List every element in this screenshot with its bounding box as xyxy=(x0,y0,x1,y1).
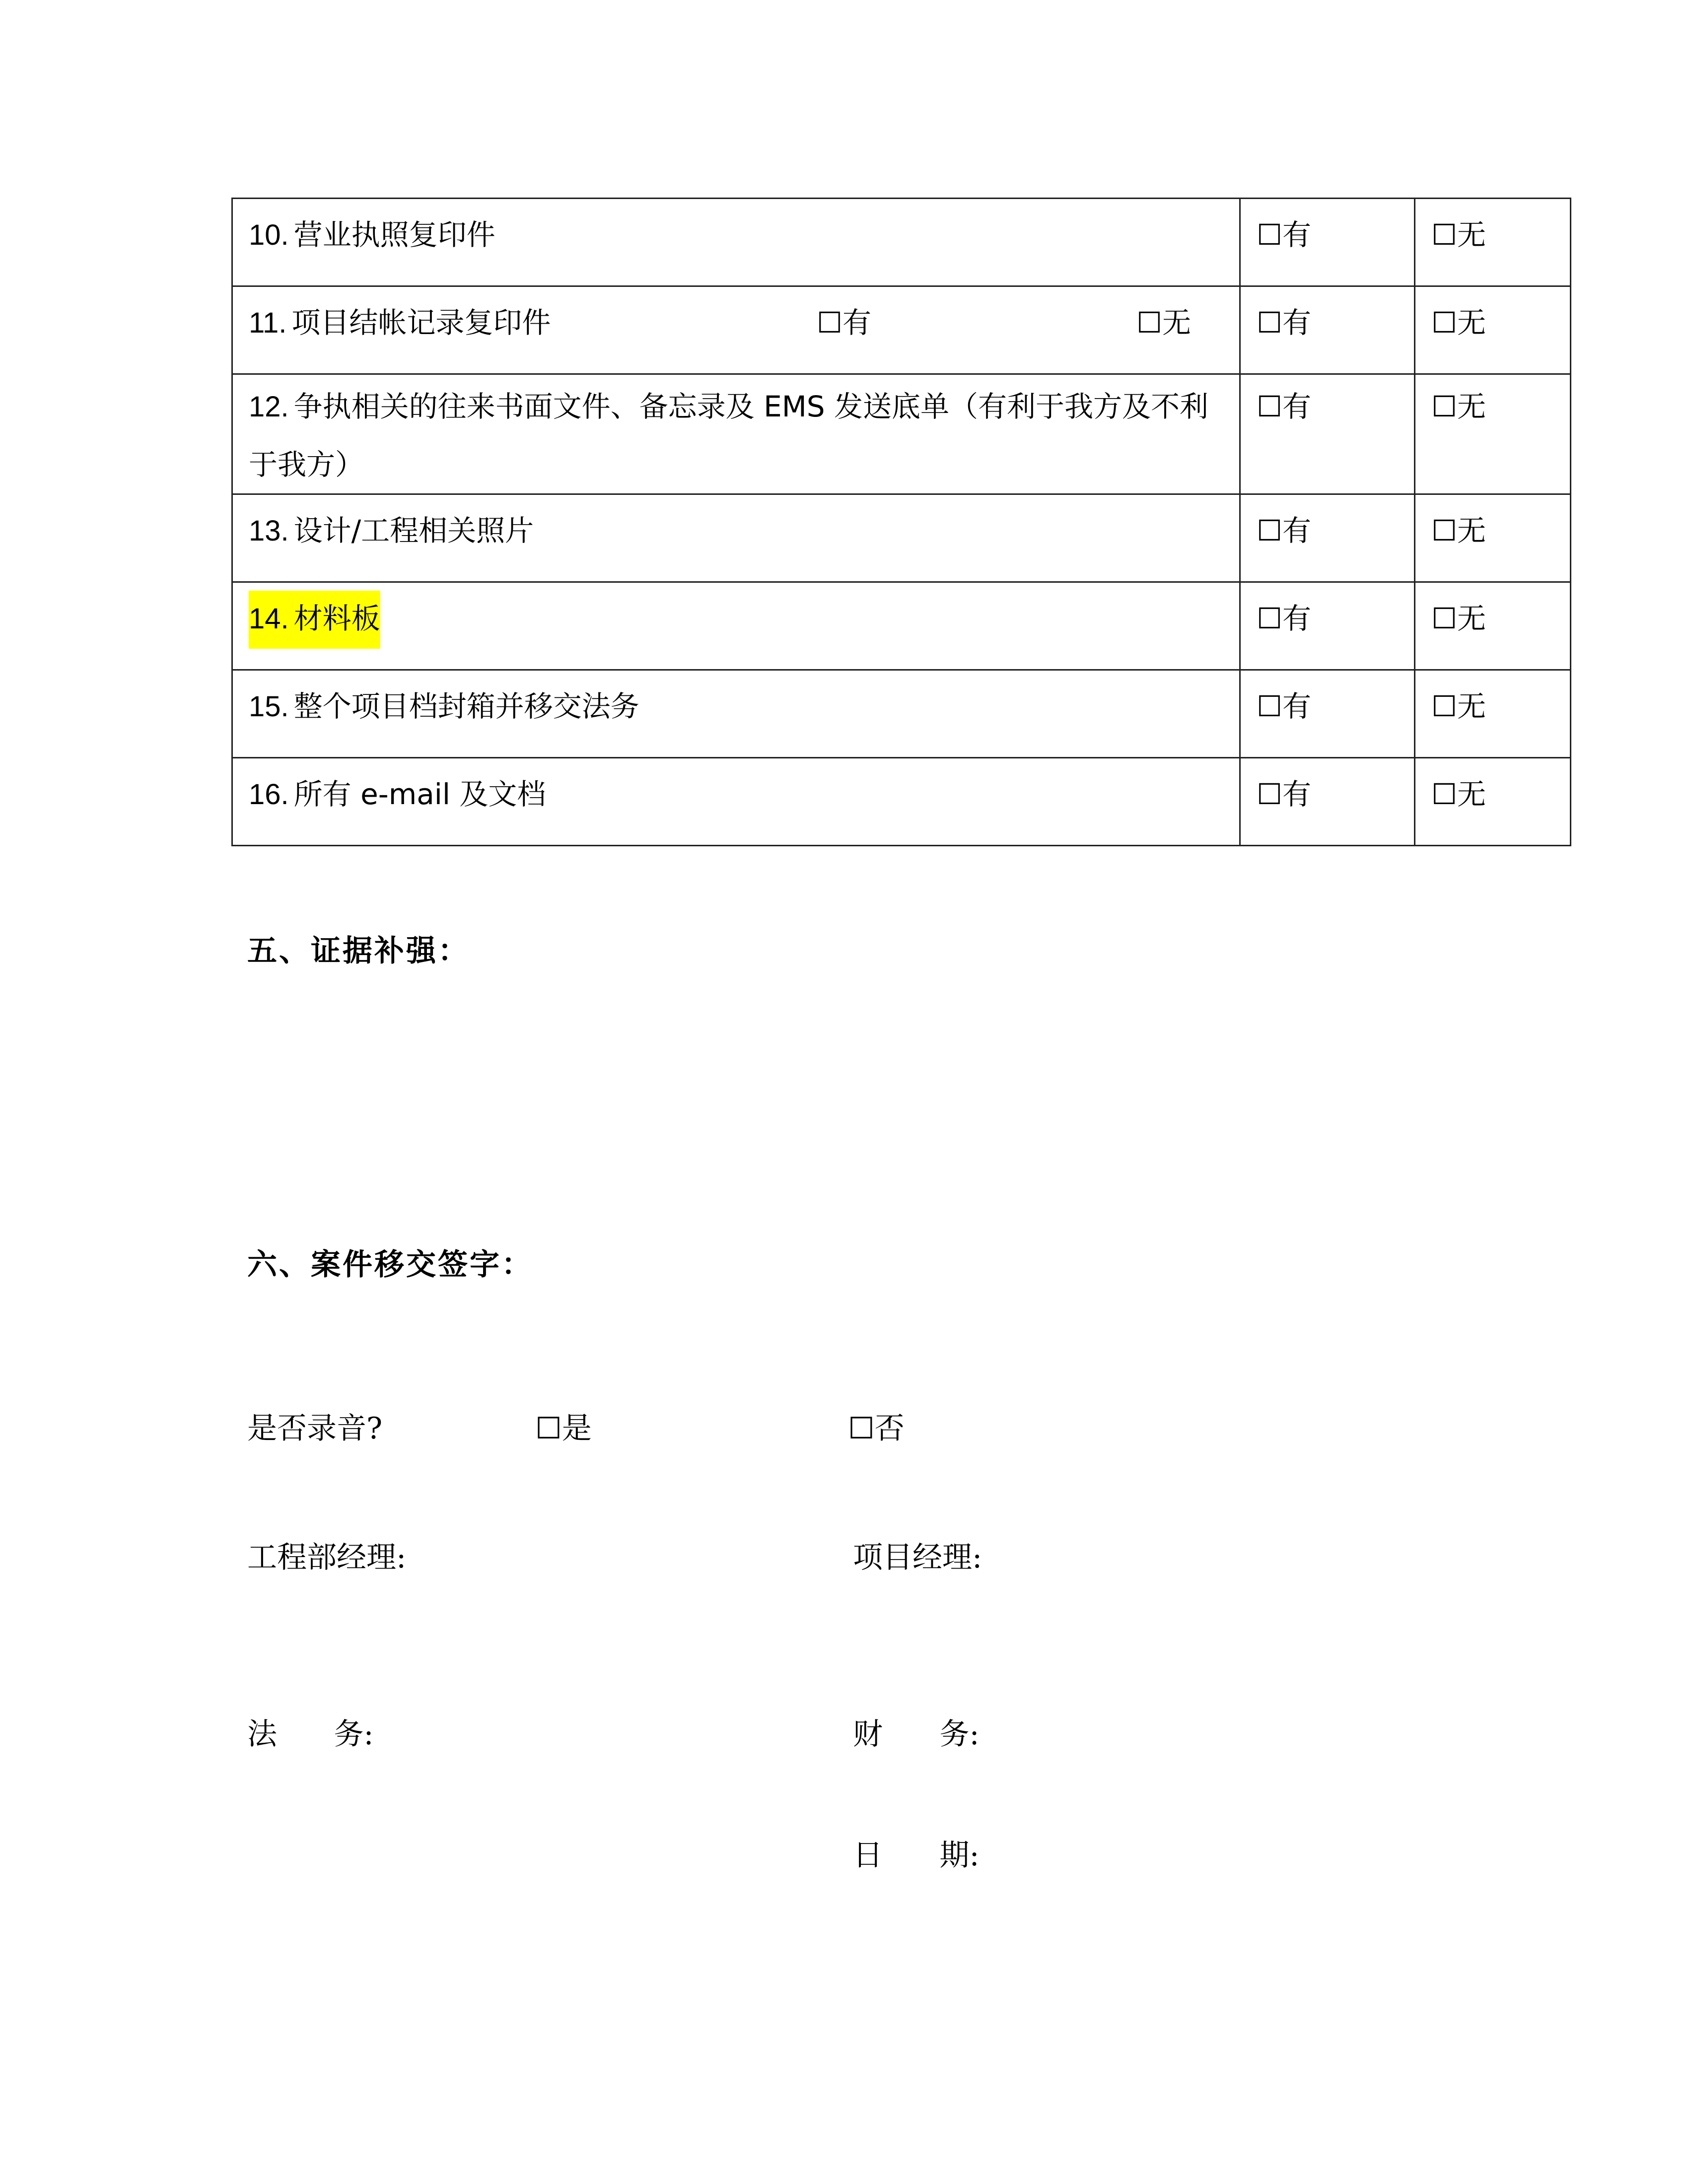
finance-label: 财 务: xyxy=(853,1717,980,1752)
item-number: 14. xyxy=(249,603,289,635)
table-row xyxy=(232,582,1571,670)
item-number: 10. xyxy=(249,219,289,251)
recording-question: 是否录音? xyxy=(247,1411,383,1446)
checkbox-yes[interactable]: ☐有 xyxy=(1240,670,1415,758)
item-number: 11. xyxy=(249,307,287,339)
checkbox-yes[interactable]: ☐有 xyxy=(1240,199,1415,286)
item-label: 项目结帐记录复印件 xyxy=(291,306,551,340)
table-row xyxy=(232,758,1571,846)
item-cell xyxy=(232,199,1240,286)
evidence-checklist-table xyxy=(231,198,1571,846)
item-cell xyxy=(232,494,1240,582)
highlighted-item xyxy=(249,591,380,649)
checkbox-no[interactable]: ☐无 xyxy=(1415,670,1571,758)
inline-checkbox-no[interactable]: ☐无 xyxy=(1136,306,1191,340)
project-manager-label: 项目经理: xyxy=(853,1540,983,1575)
checkbox-yes[interactable]: ☐有 xyxy=(1240,494,1415,582)
engineering-manager-label: 工程部经理: xyxy=(247,1540,407,1575)
checkbox-yes[interactable]: ☐有 xyxy=(1240,374,1415,494)
date-label: 日 期: xyxy=(853,1838,980,1873)
inline-checkbox-yes[interactable]: ☐有 xyxy=(817,306,871,340)
checkbox-yes[interactable]: ☐有 xyxy=(1240,758,1415,846)
checkbox-no[interactable]: ☐无 xyxy=(1415,758,1571,846)
table-row xyxy=(232,199,1571,286)
table-row xyxy=(232,286,1571,374)
item-label: 所有 e-mail 及文档 xyxy=(293,777,546,811)
checkbox-no[interactable]: ☐无 xyxy=(1415,286,1571,374)
checkbox-yes[interactable]: ☐有 xyxy=(1240,582,1415,670)
item-label: 整个项目档封箱并移交法务 xyxy=(293,689,639,723)
recording-yes-checkbox[interactable]: ☐是 xyxy=(535,1411,592,1446)
item-label: 争执相关的往来书面文件、备忘录及 EMS 发送底单（有利于我方及不利于我方） xyxy=(249,390,1209,481)
checkbox-no[interactable]: ☐无 xyxy=(1415,374,1571,494)
table-row xyxy=(232,670,1571,758)
item-label: 设计/工程相关照片 xyxy=(293,514,534,547)
item-number: 15. xyxy=(249,690,289,723)
section-heading-handover-signature: 六、案件移交签字： xyxy=(247,1247,533,1282)
item-cell xyxy=(232,670,1240,758)
checkbox-no[interactable]: ☐无 xyxy=(1415,494,1571,582)
legal-label: 法 务: xyxy=(247,1717,374,1752)
table-row xyxy=(232,494,1571,582)
recording-no-checkbox[interactable]: ☐否 xyxy=(848,1411,905,1446)
item-number: 12. xyxy=(249,391,289,423)
item-label: 材料板 xyxy=(293,602,380,635)
checkbox-no[interactable]: ☐无 xyxy=(1415,199,1571,286)
checkbox-yes[interactable]: ☐有 xyxy=(1240,286,1415,374)
section-heading-evidence: 五、证据补强： xyxy=(247,934,470,968)
checkbox-no[interactable]: ☐无 xyxy=(1415,582,1571,670)
item-cell xyxy=(232,582,1240,670)
item-cell xyxy=(232,758,1240,846)
item-label: 营业执照复印件 xyxy=(293,218,495,252)
item-number: 13. xyxy=(249,515,289,547)
item-cell xyxy=(232,286,1240,374)
item-cell xyxy=(232,374,1240,494)
table-row xyxy=(232,374,1571,494)
item-number: 16. xyxy=(249,778,289,811)
